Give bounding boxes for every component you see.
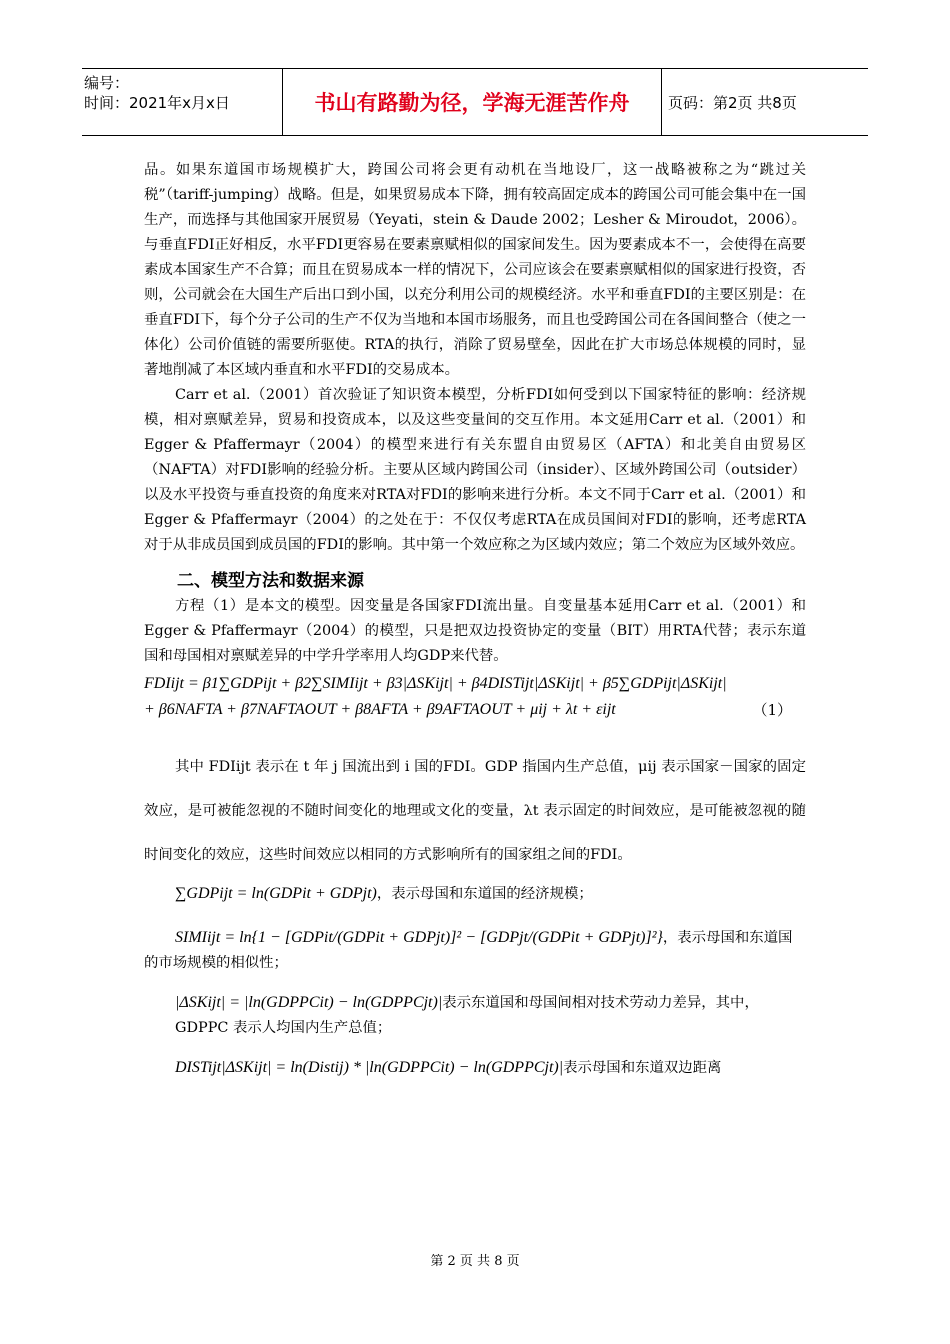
definition-fdi: 其中 FDIijt 表示在 t 年 j 国流出到 i 国的FDI。GDP 指国内生产总值，μij 表示国家－国家的固定效应，是可被能忽视的不随时间变化的地理或文化的变量，λt 表示固定的时间效应，是可能被忽视的随时间变化的效应，这些时间效应以相同的方式影响所有的国家组之间的FDI。: [144, 759, 806, 863]
equation-1: [144, 671, 806, 723]
equation-number: （1）: [752, 701, 792, 719]
page-header: [82, 68, 868, 136]
equation-line-2: + β6NAFTA + β7NAFTAOUT + β8AFTA + β9AFTAOUT + μij + λt + εijt: [144, 701, 616, 718]
section-title: 二、模型方法和数据来源: [177, 571, 364, 591]
document-body: [144, 158, 806, 1081]
paragraph-1: 品。如果东道国市场规模扩大，跨国公司将会更有动机在当地设厂，这一战略被称之为“跳过关税”（tariff-jumping）战略。但是，如果贸易成本下降，拥有较高固定成本的跨国公司可能会集中在一国生产，而选择与其他国家开展贸易（Yeyati，stein & Daude 2002；Lesher & Miroudot，2006）。与垂直FDI正好相反，水平FDI更容易在要素禀赋相似的国家间发生。因为要素成本不一，会使得在高要素成本国家生产不合算；而且在贸易成本一样的情况下，公司应该会在要素禀赋相似的国家进行投资，否则，公司就会在大国生产后出口到小国，以充分利用公司的规模经济。水平和垂直FDI的主要区别是：在垂直FDI下，每个分子公司的生产不仅为当地和本国市场服务，而且也受跨国公司在各国间整合（使之一体化）公司价值链的需要所驱使。RTA的执行，消除了贸易壁垒，因此在扩大市场总体规模的同时，显著地削减了本区域内垂直和水平FDI的交易成本。: [144, 162, 806, 378]
dsk-formula: |ΔSKijt| = |ln(GDPPCit) − ln(GDPPCjt)|: [175, 994, 443, 1011]
dsk-text: 表示东道国和母国间相对技术劳动力差异，其中，GDPPC 表示人均国内生产总值；: [175, 995, 759, 1036]
sum-gdp-formula: ∑GDPijt = ln(GDPit + GDPjt): [175, 885, 377, 902]
definition-dsk: [144, 990, 806, 1041]
definition-simi: [144, 925, 806, 976]
simi-formula: SIMIijt = ln{1 − [GDPit/(GDPit + GDPjt)]² − [GDPjt/(GDPit + GDPjt)]²}: [175, 929, 663, 946]
equation-line-1: FDIijt = β1∑GDPijt + β2∑SIMIijt + β3|ΔSKijt| + β4DISTijt|ΔSKijt| + β5∑GDPijt|ΔSKijt|: [144, 675, 727, 692]
sum-gdp-text: ，表示母国和东道国的经济规模；: [376, 886, 593, 902]
header-page-label: 页码：第2页 共8页: [668, 93, 797, 112]
page-footer: 第 2 页 共 8 页: [430, 1254, 520, 1269]
number-label: 编号：: [84, 74, 130, 92]
time-label: 时间：2021年x月x日: [84, 94, 230, 112]
header-motto: 书山有路勤为径，学海无涯苦作舟: [283, 69, 662, 135]
dist-formula: DISTijt|ΔSKijt| = ln(Distij) * |ln(GDPPCit) − ln(GDPPCjt)|: [175, 1059, 564, 1076]
definition-dist: [144, 1055, 806, 1081]
dist-text: 表示母国和东道双边距离: [563, 1060, 722, 1076]
simi-text: ，表示母国和东道国的市场规模的相似性；: [144, 930, 793, 971]
definition-sum-gdp: [144, 881, 806, 907]
header-meta: [82, 69, 283, 135]
paragraph-2: Carr et al.（2001）首次验证了知识资本模型，分析FDI如何受到以下国家特征的影响：经济规模，相对禀赋差异，贸易和投资成本，以及这些变量间的交互作用。本文延用Carr et al.（2001）和Egger & Pfaffermayr（2004）的模型来进行有关东盟自由贸易区（AFTA）和北美自由贸易区（NAFTA）对FDI影响的经验分析。主要从区域内跨国公司（insider）、区域外跨国公司（outsider）以及水平投资与垂直投资的角度来对RTA对FDI的影响来进行分析。本文不同于Carr et al.（2001）和Egger & Pfaffermayr（2004）的之处在于：不仅仅考虑RTA在成员国间对FDI的影响，还考虑RTA对于从非成员国到成员国的FDI的影响。其中第一个效应称之为区域内效应；第二个效应为区域外效应。: [144, 387, 806, 553]
model-intro: 方程（1）是本文的模型。因变量是各国家FDI流出量。自变量基本延用Carr et al.（2001）和Egger & Pfaffermayr（2004）的模型，只是把双边投资协定的变量（BIT）用RTA代替；表示东道国和母国相对禀赋差异的中学升学率用人均GDP来代替。: [144, 598, 806, 664]
